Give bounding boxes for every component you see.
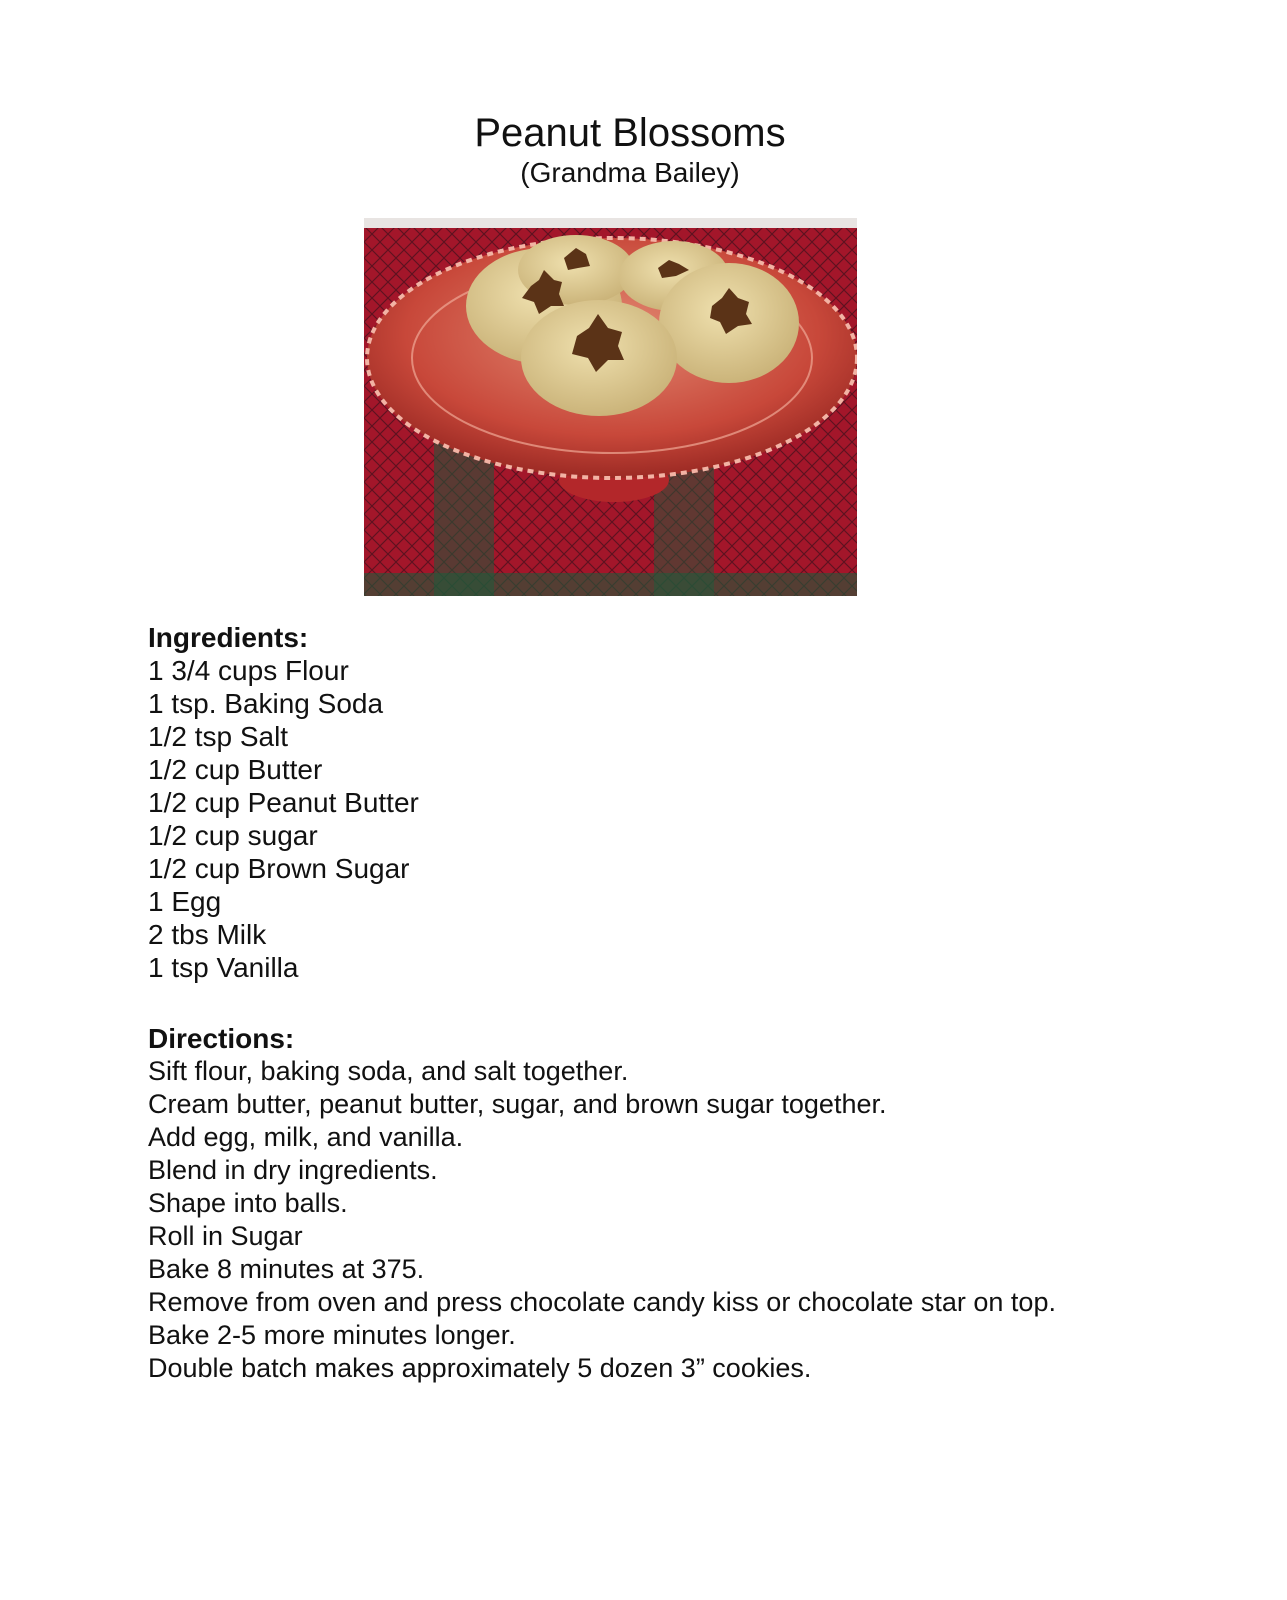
direction-step: Double batch makes approximately 5 dozen 3” cookies.: [148, 1353, 812, 1383]
direction-step: Blend in dry ingredients.: [148, 1155, 438, 1185]
direction-step: Sift flour, baking soda, and salt together.: [148, 1056, 629, 1086]
direction-step: Cream butter, peanut butter, sugar, and brown sugar together.: [148, 1089, 887, 1119]
direction-step: Bake 8 minutes at 375.: [148, 1254, 425, 1284]
ingredient-item: 1/2 cup Peanut Butter: [148, 787, 419, 818]
directions-heading: Directions:: [148, 1023, 295, 1054]
recipe-title: Peanut Blossoms: [474, 111, 786, 155]
direction-step: Roll in Sugar: [148, 1221, 303, 1251]
ingredient-item: 1 tsp Vanilla: [148, 952, 299, 983]
ingredients-list: [148, 654, 419, 984]
cookies-photo: [364, 218, 857, 596]
ingredient-item: 1 3/4 cups Flour: [148, 655, 349, 686]
direction-step: Shape into balls.: [148, 1188, 348, 1218]
ingredients-section: [148, 622, 419, 984]
directions-list: [148, 1055, 1108, 1385]
direction-step: Bake 2-5 more minutes longer.: [148, 1320, 516, 1350]
ingredients-heading: Ingredients:: [148, 622, 309, 653]
directions-section: [148, 1023, 1108, 1385]
ingredient-item: 1/2 cup Brown Sugar: [148, 853, 410, 884]
recipe-subtitle: (Grandma Bailey): [520, 157, 740, 188]
ingredient-item: 1/2 tsp Salt: [148, 721, 289, 752]
ingredient-item: 1/2 cup sugar: [148, 820, 318, 851]
ingredient-item: 2 tbs Milk: [148, 919, 267, 950]
direction-step: Add egg, milk, and vanilla.: [148, 1122, 464, 1152]
ingredient-item: 1/2 cup Butter: [148, 754, 323, 785]
ingredient-item: 1 Egg: [148, 886, 222, 917]
direction-step: Remove from oven and press chocolate candy kiss or chocolate star on top.: [148, 1287, 1056, 1317]
ingredient-item: 1 tsp. Baking Soda: [148, 688, 384, 719]
